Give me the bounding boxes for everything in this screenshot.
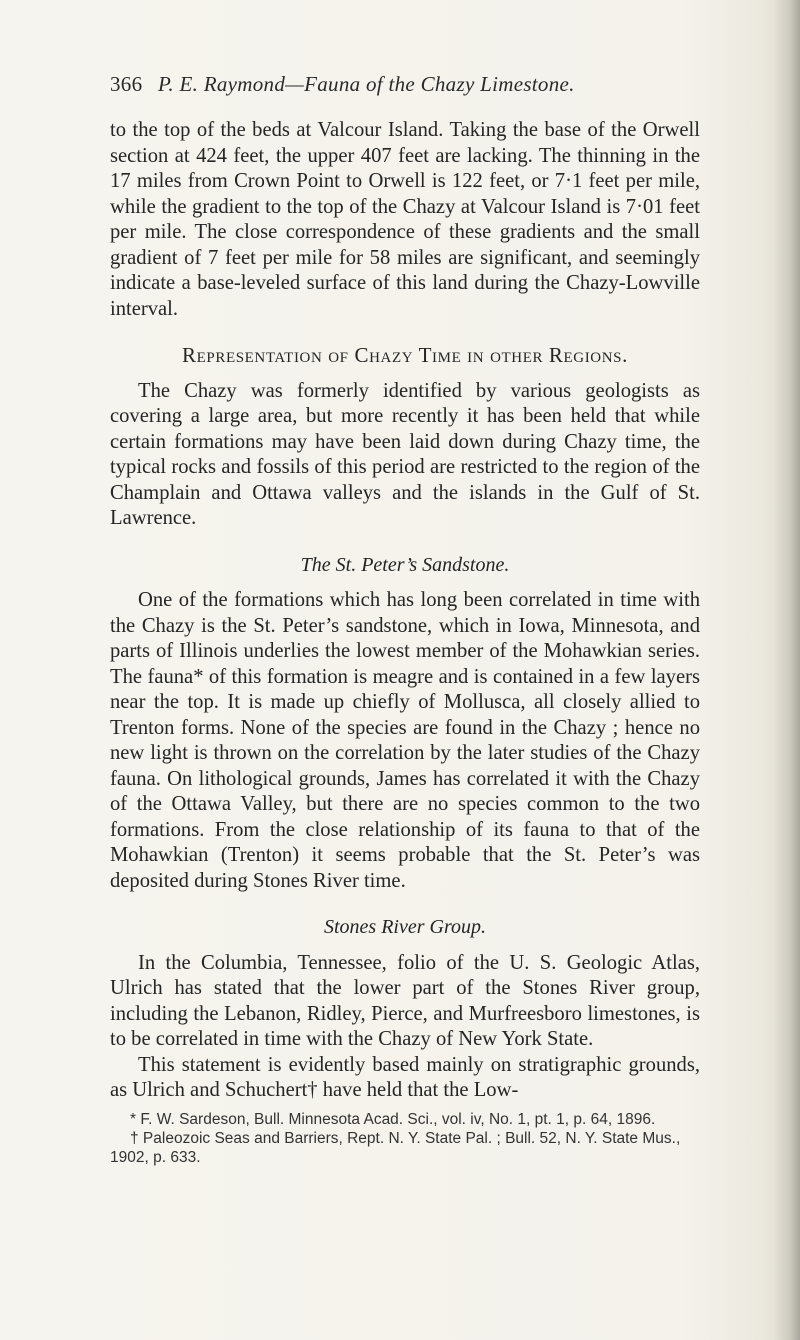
- footnote-1: * F. W. Sardeson, Bull. Minnesota Acad. Sci., vol. iv, No. 1, pt. 1, p. 64, 1896.: [130, 1110, 656, 1128]
- section-heading: Representation of Chazy Time in other Regions.: [182, 343, 628, 367]
- subheading-stones-river: Stones River Group.: [323, 916, 486, 938]
- paragraph-2: The Chazy was formerly identified by various geologists as covering a large area, but more recently it has been held that while certain formations may have been laid down during Chazy time, the typical rocks and fossils of this period are restricted to the region of the Champlain and Ottawa valleys and the islands in the Gulf of St. Lawrence.: [110, 379, 700, 529]
- paragraph-5: This statement is evidently based mainly on stratigraphic grounds, as Ulrich and Schuchert† have held that the Low-: [110, 1053, 700, 1101]
- page-edge-shadow: [774, 0, 800, 1340]
- footnotes: [110, 1110, 700, 1167]
- footnote-2: † Paleozoic Seas and Barriers, Rept. N. Y. State Pal. ; Bull. 52, N. Y. State Mus., 1902, p. 633.: [110, 1129, 681, 1166]
- page-number: 366: [110, 72, 143, 96]
- running-title: P. E. Raymond—Fauna of the Chazy Limestone.: [157, 72, 575, 96]
- page-header: [110, 72, 575, 97]
- body-text: [110, 118, 700, 1167]
- paragraph-3: One of the formations which has long been correlated in time with the Chazy is the St. Peter’s sandstone, which in Iowa, Minnesota, and parts of Illinois underlies the lowest member of the Mohawkian series. The fauna* of this formation is meagre and is contained in a few layers near the top. It is made up chiefly of Mollusca, all closely allied to Trenton forms. None of the species are found in the Chazy ; hence no new light is thrown on the correlation by the later studies of the Chazy fauna. On lithological grounds, James has correlated it with the Chazy of the Ottawa Valley, but there are no species common to the two formations. From the close relationship of its fauna to that of the Mohawkian (Trenton) it seems probable that the St. Peter’s was deposited during Stones River time.: [110, 589, 700, 892]
- subheading-st-peters: The St. Peter’s Sandstone.: [300, 553, 510, 576]
- paragraph-1: to the top of the beds at Valcour Island. Taking the base of the Orwell section at 424 feet, the upper 407 feet are lacking. The thinning in the 17 miles from Crown Point to Orwell is 122 feet, or 7·1 feet per mile, while the gradient to the top of the Chazy at Valcour Island is 7·01 feet per mile. The close correspondence of these gradients and the small gradient of 7 feet per mile for 58 miles are significant, and seemingly indicate a base-leveled surface of this land during the Chazy-Lowville interval.: [110, 119, 700, 320]
- paragraph-4: In the Columbia, Tennessee, folio of the U. S. Geologic Atlas, Ulrich has stated that the lower part of the Stones River group, including the Lebanon, Ridley, Pierce, and Murfreesboro limestones, is to be correlated in time with the Chazy of New York State.: [110, 951, 700, 1050]
